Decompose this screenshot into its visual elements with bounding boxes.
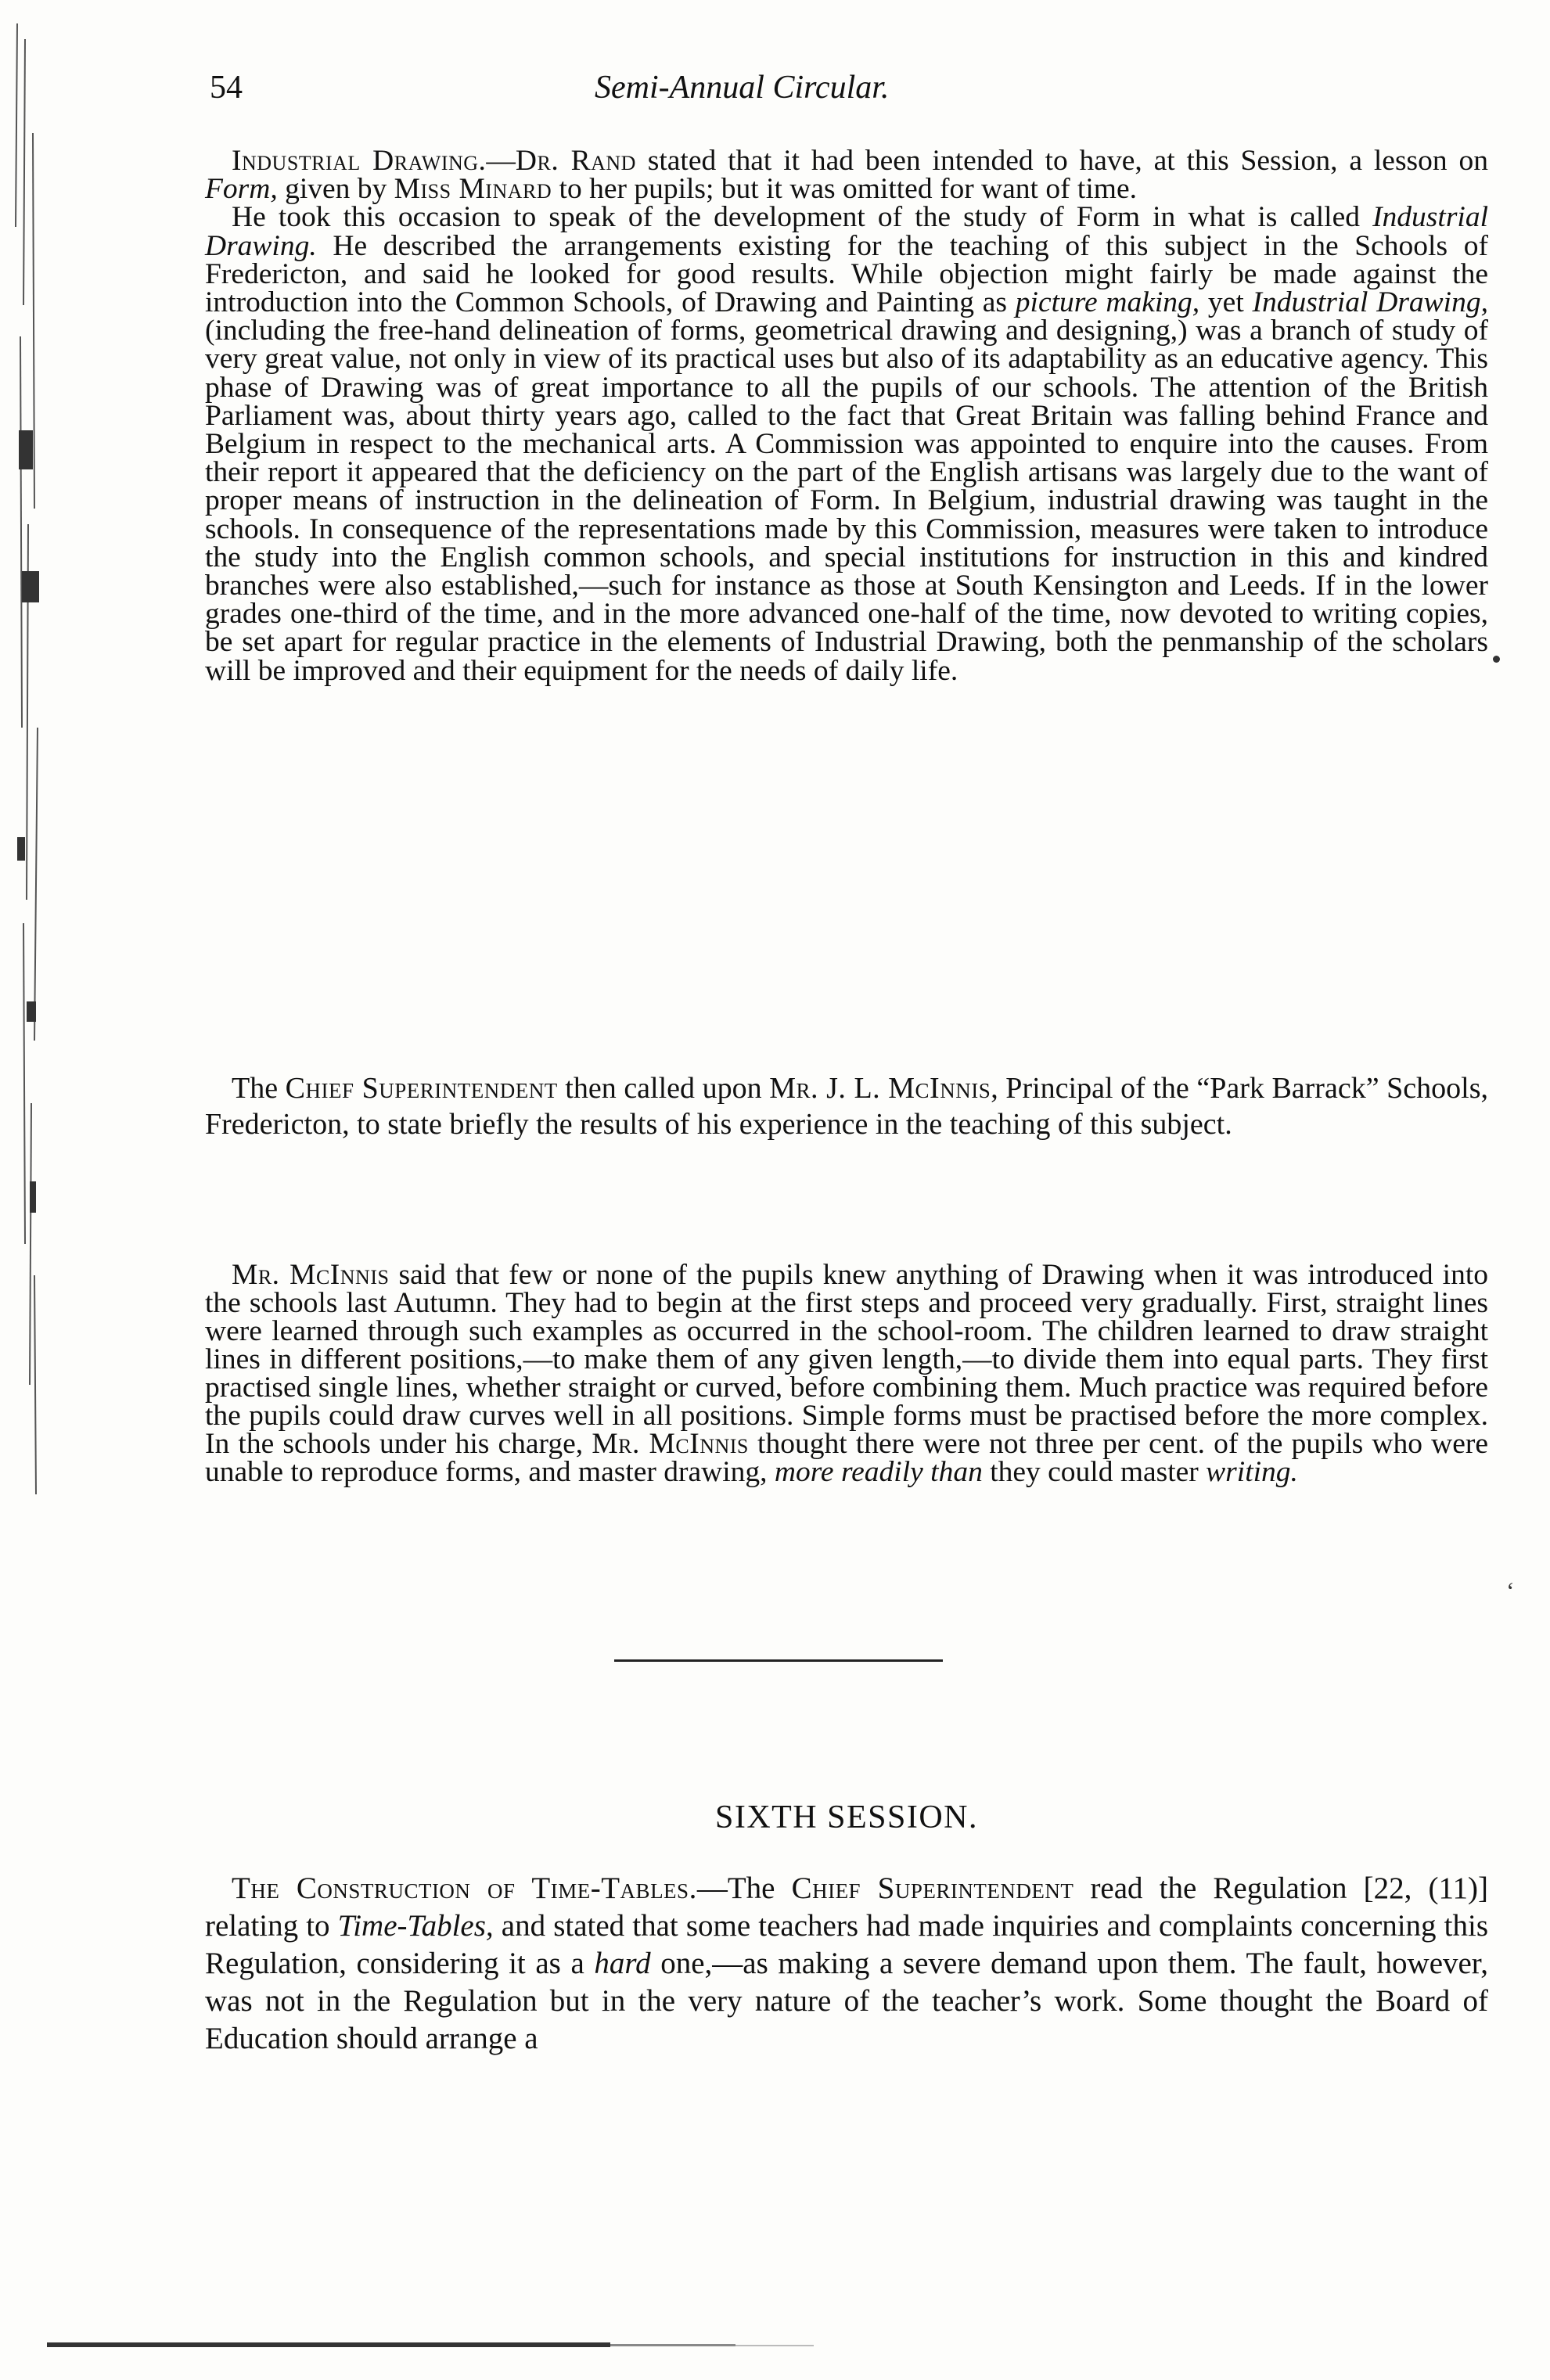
industrial-drawing-heading: Industrial Drawing. — [232, 145, 487, 177]
mcinnis-paragraph: Mr. McInnis said that few or none of the pupils knew anything of Drawing when it was introduced into the schools last Autumn. They had to begin at the first steps and proceed very gradually. First, straight lines were learned through such examples as occurred in the school-room. The children learned to draw straight lines in different positions,—to make them of any given length,—to divide them into equal parts. They first practised single lines, whether straight or curved, before combining them. Much practice was required before the pupils could draw curves well in all positions. Simple forms must be practised before the more complex. In the schools under his charge, Mr. McInnis thought there were not three per cent. of the pupils who were unable to reproduce forms, and master drawing, more readily than they could master writing. — [205, 1259, 1489, 1488]
industrial-drawing-paragraph-2: He took this occasion to speak of the development of the study of Form in what is called Industrial Drawing. He described the arrangements existing for the teaching of this subject in the Schools of Fredericton, and said he looked for good results. While objection might fairly be made against the introduction into the Common Schools, of Drawing and Painting as picture making, yet Industrial Drawing, (including the free-hand delineation of forms, geometrical drawing and designing,) was a branch of study of very great value, not only in view of its practical uses but also of its adaptability as an educative agency. This phase of Drawing was of great importance to all the pupils of our schools. The attention of the British Parliament was, about thirty years ago, called to the fact that Great Britain was falling behind France and Belgium in respect to the mechanical arts. A Commission was appointed to enquire into the causes. From their report it appeared that the deficiency on the part of the English artisans was largely due to the want of proper means of instruction in the delineation of Form. In Belgium, industrial drawing was taught in the schools. In consequence of the representations made by this Commission, measures were taken to introduce the study into the English common schools, and special institutions for instruction in this and kindred branches were also established,—such for instance as those at South Kensington and Leeds. If in the lower grades one-third of the time, and in the more advanced one-half of the time, now devoted to writing copies, be set apart for regular practice in the elements of Industrial Drawing, both the penmanship of the scholars will be improved and their equipment for the needs of daily life. — [205, 201, 1488, 687]
margin-quote-mark: ‘ — [1506, 1576, 1515, 1605]
chief-superintendent-call — [205, 1070, 1488, 1142]
chief-call-paragraph: The Chief Superintendent then called upon Mr. J. L. McInnis, Principal of the “Park Barrack” Schools, Fredericton, to state briefly the results of his experience in the teaching of this subject. — [205, 1072, 1488, 1141]
speaker-dr-rand: Dr. Rand — [515, 145, 636, 177]
section-divider — [614, 1659, 943, 1662]
binding-edge-marks — [11, 23, 58, 1510]
mcinnis-remarks — [205, 1261, 1488, 1487]
time-tables-title: The Construction of Time-Tables. — [232, 1871, 697, 1905]
bottom-scan-artifact — [47, 2339, 814, 2350]
page-number: 54 — [210, 70, 243, 106]
miss-minard: Miss Minard — [394, 173, 552, 206]
industrial-drawing-section — [205, 147, 1488, 685]
time-tables-paragraph: The Construction of Time-Tables.—The Chief Superintendent read the Regulation [22, (11)] relating to Time-Tables, and stated that some teachers had made inquiries and complaints concerning this Regulation, considering it as a hard one,—as making a severe demand upon them. The fault, however, was not in the Regulation but in the very nature of the teacher’s work. Some thought the Board of Education should arrange a — [205, 1871, 1488, 2055]
margin-dot-mark — [1493, 656, 1500, 663]
running-title: Semi-Annual Circular. — [595, 70, 890, 106]
time-tables-section — [205, 1870, 1488, 2058]
sixth-session-heading: SIXTH SESSION. — [714, 1799, 979, 1835]
industrial-drawing-paragraph-1: Industrial Drawing.—Dr. Rand stated that it had been intended to have, at this Session, a lesson on Form, given by Miss Minard to her pupils; but it was omitted for want of time. — [205, 145, 1488, 206]
running-header — [203, 69, 1487, 116]
